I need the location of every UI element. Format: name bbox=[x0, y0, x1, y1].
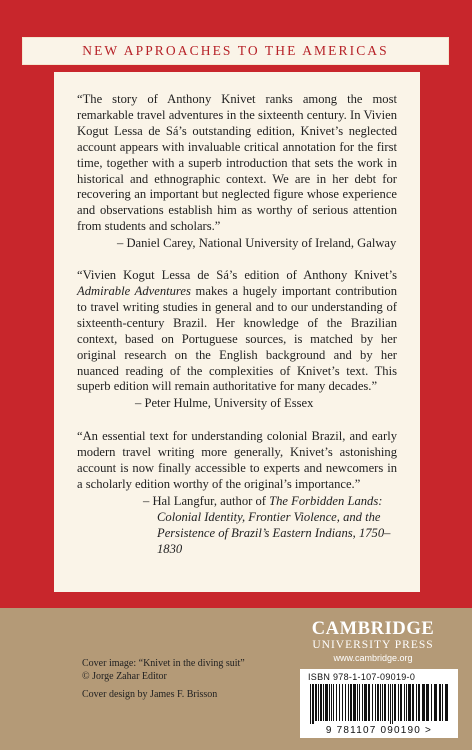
publisher-subname: UNIVERSITY PRESS bbox=[312, 639, 434, 651]
quote-text bbox=[77, 268, 397, 395]
quote-attribution bbox=[77, 494, 397, 558]
barcode-number: 9 781107 090190 > bbox=[325, 725, 433, 736]
isbn: ISBN 978-1-107-09019-0 bbox=[308, 672, 416, 682]
publisher-name: CAMBRIDGE bbox=[311, 619, 435, 639]
cover-image-credit: Cover image: “Knivet in the diving suit” bbox=[82, 658, 245, 669]
quote-text: “An essential text for understanding colonial Brazil, and early modern travel writing more generally, Knivet’s astonishing account is now finally accessible to experts and newcomers in a scholarly edition worthy of the original’s importance.” bbox=[77, 429, 397, 491]
quote-2 bbox=[77, 268, 397, 412]
series-title: NEW APPROACHES TO THE AMERICAS bbox=[82, 43, 389, 58]
quote-text: “The story of Anthony Knivet ranks among the most remarkable travel adventures in the sixteenth century. In Vivien Kogut Lessa de Sá’s outstanding edition, Knivet’s neglected account appears with invaluable critical annotation for the first time, together with a superb introduction that sets the work in historical and ethnographic context. We are in her debt for recovering an important but neglected figure whose experience and observations establish him as worthy of serious attention from students and scholars.” bbox=[77, 92, 397, 234]
quote-1 bbox=[77, 92, 397, 252]
quotes-list bbox=[77, 92, 397, 557]
publisher-logo bbox=[298, 619, 448, 664]
quote-attribution: – Peter Hulme, University of Essex bbox=[135, 396, 314, 411]
quote-3 bbox=[77, 429, 397, 557]
book-title: Admirable Adventures bbox=[77, 283, 191, 298]
attribution-part: – Hal Langfur, author of bbox=[143, 493, 270, 508]
design-credit: Cover design by James F. Brisson bbox=[82, 689, 218, 700]
quote-attribution: – Daniel Carey, National University of Ireland, Galway bbox=[117, 236, 397, 251]
cover-credits bbox=[82, 657, 245, 701]
series-banner bbox=[22, 37, 449, 65]
barcode-box bbox=[300, 669, 458, 738]
publisher-url: www.cambridge.org bbox=[333, 653, 413, 663]
quote-text-part: makes a hugely important contribution to travel writing studies in general and to our understanding of sixteenth-century Brazil. Her knowledge of the Brazilian context, based on Portuguese sources, is matched by her original research on the English background and by her nuanced reading of the complexities of Knivet’s text. This superb edition will remain authoritative for many decades.” bbox=[77, 283, 397, 394]
book-title: The Forbidden Lands: Colonial Identity, Frontier Violence, and the Persistence of Brazil’s Eastern Indians, 1750–1830 bbox=[157, 493, 391, 556]
barcode-icon bbox=[308, 684, 450, 724]
copyright-credit: © Jorge Zahar Editor bbox=[82, 671, 167, 682]
quote-text-part: “Vivien Kogut Lessa de Sá’s edition of Anthony Knivet’s bbox=[77, 268, 397, 283]
